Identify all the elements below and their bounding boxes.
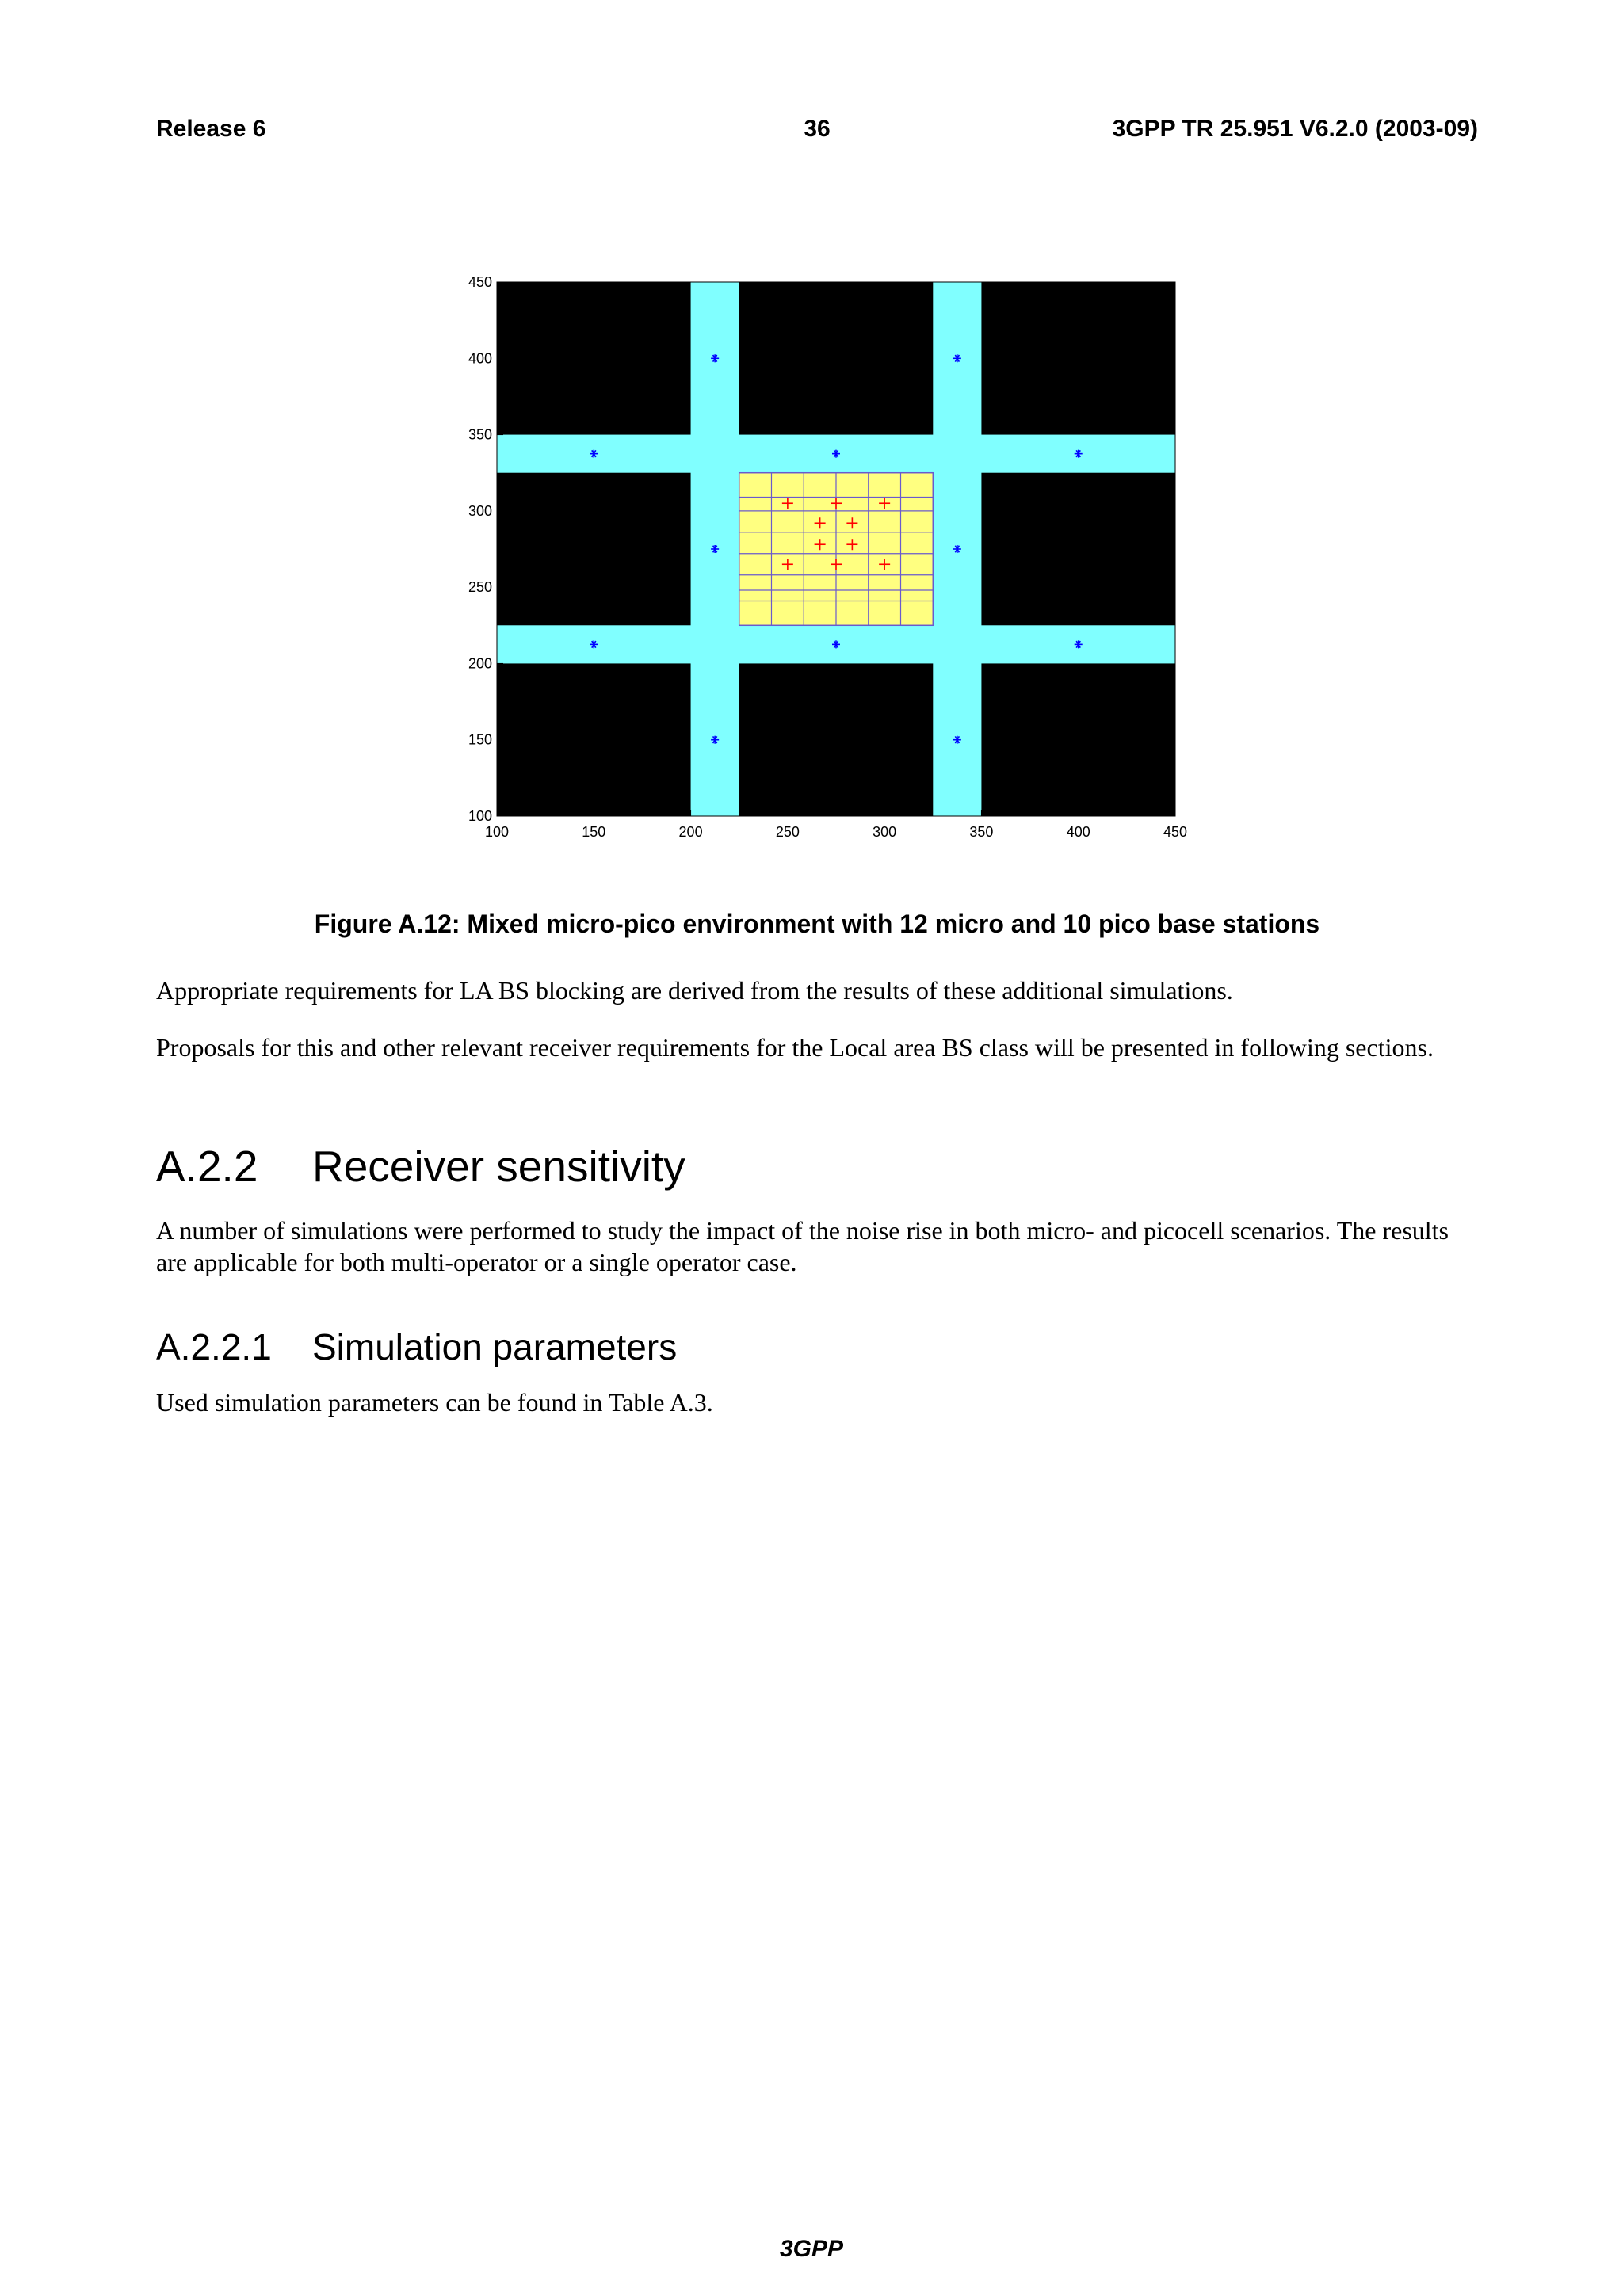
environment-chart (444, 261, 1205, 848)
x-tick-label: 200 (678, 824, 703, 840)
figure-caption: Figure A.12: Mixed micro-pico environment with 12 micro and 10 pico base stations (314, 910, 1320, 938)
building-block (981, 282, 1175, 435)
building-block (739, 282, 934, 435)
x-tick-label: 100 (484, 824, 510, 840)
section-heading-a22 (156, 1141, 685, 1192)
building-block (497, 663, 691, 816)
y-tick-label: 350 (468, 426, 492, 443)
x-tick-label: 150 (582, 824, 606, 840)
y-tick-label: 250 (468, 579, 492, 596)
figure-a12 (444, 261, 1205, 848)
header-doc-id: 3GPP TR 25.951 V6.2.0 (2003-09) (1112, 116, 1478, 142)
y-tick-label: 450 (468, 274, 492, 290)
y-tick-label: 150 (468, 731, 492, 748)
building-block (739, 663, 934, 816)
x-tick-label: 250 (775, 824, 800, 840)
page-footer: 3GPP (779, 2236, 844, 2262)
building-block (497, 473, 691, 626)
paragraph-simulations: A number of simulations were performed to study the impact of the noise rise in both micro- and picocell scenarios. The results are applicable for both multi-operator or a single operator case. (156, 1216, 1449, 1276)
header-release: Release 6 (156, 116, 266, 142)
x-tick-label: 400 (1066, 824, 1090, 840)
x-tick-label: 350 (969, 824, 994, 840)
paragraph-parameters: Used simulation parameters can be found in Table A.3. (156, 1388, 713, 1417)
x-tick-label: 300 (873, 824, 897, 840)
building-block (981, 473, 1175, 626)
section-title: Receiver sensitivity (312, 1142, 685, 1191)
y-tick-label: 300 (468, 502, 492, 519)
section-title: Simulation parameters (312, 1326, 678, 1367)
section-heading-a221 (156, 1325, 677, 1368)
paragraph-blocking: Appropriate requirements for LA BS blocking are derived from the results of these additional simulations. (156, 976, 1233, 1005)
section-number: A.2.2.1 (156, 1326, 272, 1367)
y-tick-label: 200 (468, 655, 492, 672)
x-tick-label: 450 (1163, 824, 1188, 840)
building-block (981, 663, 1175, 816)
header-page-number: 36 (804, 116, 831, 142)
y-tick-label: 400 (468, 350, 492, 367)
y-tick-label: 100 (468, 808, 492, 824)
paragraph-proposals: Proposals for this and other relevant receiver requirements for the Local area BS class will be presented in following sections. (156, 1033, 1434, 1062)
section-number: A.2.2 (156, 1142, 258, 1191)
page-header (156, 116, 1478, 147)
building-block (497, 282, 691, 435)
